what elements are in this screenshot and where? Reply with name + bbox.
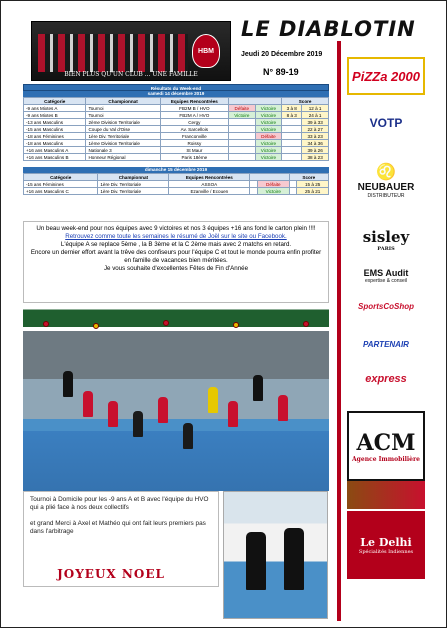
result-cell: Tournoi bbox=[86, 105, 160, 112]
col-blank bbox=[229, 98, 282, 105]
result-cell: Nationale 3 bbox=[86, 147, 160, 154]
summary-link[interactable]: Retrouvez comme toute les semaines le résumé de Joël sur le site ou Facebook. bbox=[65, 233, 287, 240]
result-row bbox=[24, 133, 329, 140]
sponsor-votp[interactable]: VOTP bbox=[347, 101, 425, 145]
results-title: Résultats du Week-end bbox=[23, 84, 329, 91]
result-row bbox=[24, 181, 329, 188]
result-cell bbox=[229, 126, 256, 133]
result-cell bbox=[282, 140, 302, 147]
result-cell: Victoire bbox=[258, 188, 290, 195]
result-cell: Défaite bbox=[229, 105, 256, 112]
result-cell: Ezanville / Ecouen bbox=[169, 188, 250, 195]
col-championnat-2: Championnat bbox=[98, 174, 169, 181]
result-cell: 2ème Division Territoriale bbox=[86, 119, 160, 126]
result-cell: 8 à 3 bbox=[282, 112, 302, 119]
result-cell bbox=[289, 181, 297, 188]
results-day2: dimanche 15 décembre 2019 bbox=[23, 167, 329, 173]
result-cell: 1ère Div. Territoriale bbox=[98, 188, 169, 195]
issue-date: Jeudi 20 Décembre 2019 bbox=[241, 51, 323, 58]
result-cell: 24 à 1 bbox=[302, 112, 329, 119]
result-cell: Victoire bbox=[255, 147, 282, 154]
sponsor-pizza[interactable]: PiZZa 2000 bbox=[347, 57, 425, 95]
result-cell: 34 à 36 bbox=[302, 140, 329, 147]
result-cell bbox=[282, 119, 302, 126]
result-cell bbox=[282, 126, 302, 133]
result-row bbox=[24, 126, 329, 133]
sponsor-neubauer[interactable] bbox=[347, 153, 425, 207]
results-table-2 bbox=[23, 173, 329, 195]
result-cell: +16 ans Masculins A bbox=[24, 147, 86, 154]
result-cell: Victoire bbox=[255, 140, 282, 147]
col-score: Score bbox=[282, 98, 329, 105]
result-row bbox=[24, 119, 329, 126]
result-cell: Défaite bbox=[258, 181, 290, 188]
summary-wishes: Je vous souhaite d'excellentes Fêtes de Fin d'Année bbox=[103, 265, 249, 272]
summary-ranking: L'équipe A se replace 5ème , la B 3ème et la C 2ème mais avec 2 matchs en retard. bbox=[60, 241, 292, 248]
col-equipes: Equipes Rencontrées bbox=[160, 98, 228, 105]
col-categorie-2: Catégorie bbox=[24, 174, 98, 181]
sisley-sub: PARIS bbox=[377, 246, 395, 252]
tournament-text: Tournoi à Domicile pour les -9 ans A et B avec l'équipe du HVO qui a plié face à nos deux collectifs bbox=[30, 496, 209, 511]
club-tagline: BIEN PLUS QU'UN CLUB ... UNE FAMILLE bbox=[64, 71, 198, 78]
result-cell: -15 ans Masculins bbox=[24, 126, 86, 133]
referee-photo bbox=[223, 491, 328, 619]
result-cell: -18 ans Féminines bbox=[24, 133, 86, 140]
result-cell: 1ère Div. Territoriale bbox=[86, 133, 160, 140]
result-cell: +16 ans Masculins B bbox=[24, 154, 86, 161]
result-cell bbox=[229, 147, 256, 154]
result-cell: 15 à 25 bbox=[297, 181, 329, 188]
summary-break: Encore un dernier effort avant la trêve des confiseurs pour l'équipe C et tout le monde pourra enfin profiter en famille de vacances bien méritées. bbox=[30, 249, 322, 264]
club-emblem: HBM bbox=[192, 34, 220, 68]
neubauer-sub: DISTRIBUTEUR bbox=[367, 192, 405, 199]
joyeux-noel-banner: JOYEUX NOEL bbox=[57, 567, 165, 581]
result-cell: 1ème Division Territoriale bbox=[86, 140, 160, 147]
result-cell: St Maur bbox=[160, 147, 228, 154]
team-photo bbox=[23, 331, 329, 491]
result-cell bbox=[282, 147, 302, 154]
results-table bbox=[23, 84, 329, 219]
result-cell: ASSOA bbox=[169, 181, 250, 188]
result-cell: 38 à 23 bbox=[302, 154, 329, 161]
result-cell: Victoire bbox=[229, 112, 256, 119]
result-cell: Av. Sarcellois bbox=[160, 126, 228, 133]
referee-thanks: et grand Merci à Axel et Mathéo qui ont fait leurs premiers pas dans l'arbitrage bbox=[30, 520, 206, 535]
col-score-2: Score bbox=[289, 174, 328, 181]
result-cell: FB2M A / HVO bbox=[160, 112, 228, 119]
result-cell: 39 à 26 bbox=[302, 147, 329, 154]
result-cell: 12 à 1 bbox=[302, 105, 329, 112]
sponsor-food-ad[interactable] bbox=[347, 481, 425, 509]
results-day1: samedi 14 décembre 2019 bbox=[23, 91, 329, 97]
delhi-sub: Spécialités Indiennes bbox=[358, 548, 414, 555]
result-cell: Victoire bbox=[255, 119, 282, 126]
result-cell: FB2M B / HVO bbox=[160, 105, 228, 112]
result-cell: Paris 18ème bbox=[160, 154, 228, 161]
result-cell: -9 ans Mixtes A bbox=[24, 105, 86, 112]
result-cell: -18 ans Masculins bbox=[24, 140, 86, 147]
result-row bbox=[24, 105, 329, 112]
sisley-name: sisley bbox=[362, 228, 410, 246]
sponsor-partenair[interactable]: PARTENAIR bbox=[347, 331, 425, 357]
result-cell bbox=[289, 188, 297, 195]
result-cell: Victoire bbox=[255, 126, 282, 133]
summary-intro: Un beau week-end pour nos équipes avec 9 victoires et nos 3 équipes +16 ans fond le carton plein !!!! bbox=[36, 225, 316, 232]
result-cell: +16 ans Masculins C bbox=[24, 188, 98, 195]
result-cell: Franconville bbox=[160, 133, 228, 140]
sponsor-uexpress[interactable]: express bbox=[347, 363, 425, 395]
sponsor-sisley[interactable] bbox=[347, 221, 425, 259]
result-cell: Honneur Régional bbox=[86, 154, 160, 161]
acm-sub: Agence Immobilière bbox=[352, 455, 420, 463]
col-equipes-2: Equipes Rencontrées bbox=[169, 174, 250, 181]
result-cell: Roissy bbox=[160, 140, 228, 147]
result-row bbox=[24, 188, 329, 195]
sponsors-sidebar bbox=[337, 41, 427, 621]
delhi-name: Le Delhi bbox=[360, 535, 412, 549]
result-row bbox=[24, 154, 329, 161]
issue-number: N° 89-19 bbox=[263, 67, 299, 77]
sponsor-ledelhi[interactable] bbox=[347, 511, 425, 579]
result-cell: Victoire bbox=[255, 154, 282, 161]
col-categorie: Catégorie bbox=[24, 98, 86, 105]
result-row bbox=[24, 147, 329, 154]
result-cell: 1ère Div. Territoriale bbox=[98, 181, 169, 188]
result-row bbox=[24, 112, 329, 119]
result-cell: 3 à 8 bbox=[282, 105, 302, 112]
result-cell: -15 ans Féminines bbox=[24, 181, 98, 188]
sponsor-acm[interactable] bbox=[347, 411, 425, 481]
result-cell bbox=[229, 154, 256, 161]
result-cell bbox=[229, 140, 256, 147]
result-cell: Coupe du Val d'Oise bbox=[86, 126, 160, 133]
peugeot-lion-icon: ♌ bbox=[376, 163, 396, 181]
sponsor-ems[interactable] bbox=[347, 265, 425, 287]
result-cell: Victoire bbox=[255, 112, 282, 119]
result-cell bbox=[282, 133, 302, 140]
result-cell: 33 à 23 bbox=[302, 133, 329, 140]
neubauer-name: NEUBAUER bbox=[357, 181, 415, 193]
sponsor-sportscoshop[interactable]: SportsCoShop bbox=[347, 295, 425, 317]
ems-name: EMS Audit bbox=[363, 268, 409, 278]
result-cell bbox=[229, 133, 256, 140]
result-cell: 39 à 33 bbox=[302, 119, 329, 126]
weekend-summary bbox=[23, 221, 329, 303]
result-cell bbox=[250, 181, 258, 188]
col-championnat: Championnat bbox=[86, 98, 160, 105]
result-cell: Tournoi bbox=[86, 112, 160, 119]
club-header-photo bbox=[31, 21, 231, 81]
result-row bbox=[24, 140, 329, 147]
result-cell bbox=[229, 119, 256, 126]
newsletter-title: LE DIABLOTIN bbox=[241, 17, 416, 41]
ems-sub: expertise & conseil bbox=[365, 278, 407, 284]
col-blank-2 bbox=[250, 174, 289, 181]
result-cell bbox=[282, 154, 302, 161]
result-cell: 22 à 27 bbox=[302, 126, 329, 133]
result-cell bbox=[250, 188, 258, 195]
result-cell: Défaite bbox=[255, 133, 282, 140]
result-cell: Victoire bbox=[255, 105, 282, 112]
results-table-1 bbox=[23, 97, 329, 161]
acm-name: ACM bbox=[356, 429, 416, 456]
result-cell: Cergy bbox=[160, 119, 228, 126]
result-cell: 25 à 21 bbox=[297, 188, 329, 195]
result-cell: -9 ans Mixtes B bbox=[24, 112, 86, 119]
result-cell: -13 ans Masculins bbox=[24, 119, 86, 126]
team-photo-strip bbox=[38, 34, 188, 72]
